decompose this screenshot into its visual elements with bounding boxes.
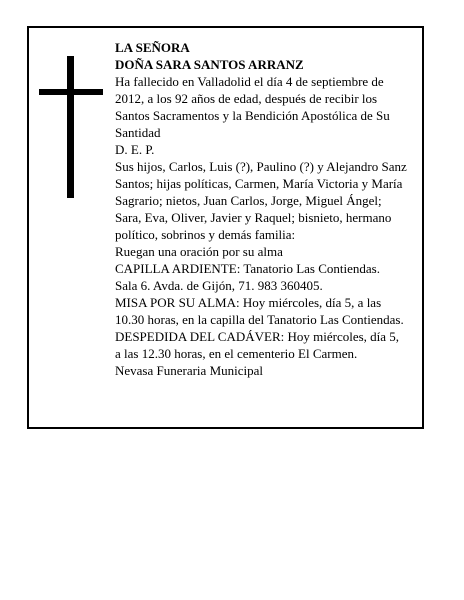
family-line: Sara, Eva, Oliver, Javier y Raquel; bisnieto, hermano bbox=[115, 210, 392, 225]
family-line: político, sobrinos y demás familia: bbox=[115, 227, 296, 242]
announcement-line: Ha fallecido en Valladolid el día 4 de septiembre de bbox=[115, 74, 384, 89]
cross-horizontal-bar bbox=[39, 89, 103, 95]
family-line: Sagrario; nietos, Juan Carlos, Jorge, Miguel Ángel; bbox=[115, 193, 382, 208]
chapel-line: Sala 6. Avda. de Gijón, 71. 983 360405. bbox=[115, 278, 323, 293]
prayer-line: Ruegan una oración por su alma bbox=[115, 244, 283, 259]
cross-vertical-bar bbox=[67, 56, 74, 198]
notice-text bbox=[115, 39, 421, 379]
family-line: Sus hijos, Carlos, Luis (?), Paulino (?) y Alejandro Sanz bbox=[115, 159, 407, 174]
announcement-line: 2012, a los 92 años de edad, después de recibir los bbox=[115, 91, 378, 106]
mass-line: 10.30 horas, en la capilla del Tanatorio Las Contiendas. bbox=[115, 312, 404, 327]
cross-icon bbox=[39, 56, 103, 198]
mass-line: MISA POR SU ALMA: Hoy miércoles, día 5, a las bbox=[115, 295, 382, 310]
announcement-line: Santidad bbox=[115, 125, 161, 140]
farewell-line: DESPEDIDA DEL CADÁVER: Hoy miércoles, día 5, bbox=[115, 329, 400, 344]
farewell-line: a las 12.30 horas, en el cementerio El Carmen. bbox=[115, 346, 358, 361]
announcement-line: Santos Sacramentos y la Bendición Apostólica de Su bbox=[115, 108, 390, 123]
family-line: Santos; hijas políticas, Carmen, María Victoria y María bbox=[115, 176, 403, 191]
chapel-line: CAPILLA ARDIENTE: Tanatorio Las Contiendas. bbox=[115, 261, 380, 276]
rip-line: D. E. P. bbox=[115, 142, 155, 157]
deceased-name: DOÑA SARA SANTOS ARRANZ bbox=[115, 57, 304, 72]
funeral-home-line: Nevasa Funeraria Municipal bbox=[115, 363, 264, 378]
notice-title: LA SEÑORA bbox=[115, 40, 190, 55]
obituary-notice bbox=[27, 26, 424, 429]
